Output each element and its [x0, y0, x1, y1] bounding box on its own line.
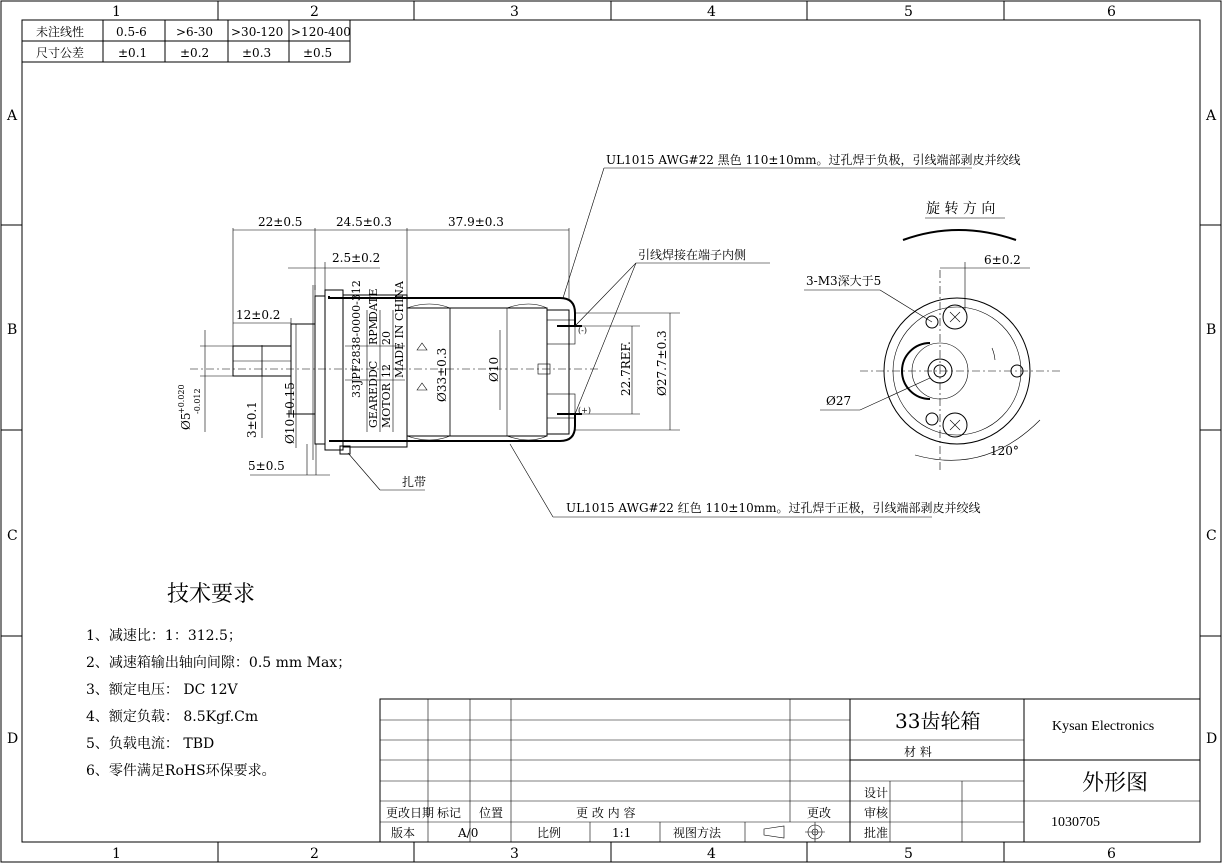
- tb-drawing-name: 外形图: [1082, 771, 1149, 796]
- plate-col2-a: DC: [367, 360, 380, 378]
- tech-title: 技术要求: [167, 582, 256, 607]
- tol-header-2: >6-30: [176, 25, 214, 39]
- dim-37-9: 37.9±0.3: [448, 215, 504, 229]
- tech-item-1: 1、减速比：1：312.5；: [86, 628, 242, 644]
- dim-6: 6±0.2: [984, 253, 1021, 267]
- tb-rev-date: 更改日期: [386, 806, 435, 820]
- plate-col4-a: DATE: [367, 288, 380, 320]
- plate-col2-b: 12: [380, 364, 393, 378]
- tol-row-2: ±0.2: [180, 46, 210, 60]
- col-label-3-bottom: 3: [510, 846, 519, 862]
- dim-d5-up: +0.020: [177, 384, 186, 414]
- col-label-5-bottom: 5: [904, 846, 913, 862]
- terminal-pos: (+): [578, 406, 591, 415]
- dim-d33: Ø33±0.3: [435, 347, 449, 402]
- row-label-b-right: B: [1206, 322, 1217, 338]
- tb-company: Kysan Electronics: [1052, 719, 1155, 734]
- tol-row-0: 尺寸公差: [36, 46, 85, 60]
- projection-cone-icon: [764, 826, 784, 838]
- tol-header-1: 0.5-6: [116, 25, 147, 39]
- col-label-6: 6: [1107, 4, 1116, 20]
- dim-120: 120°: [990, 444, 1019, 458]
- tech-item-5: 5、负载电流： TBD: [86, 736, 215, 752]
- dim-3-m3: 3-M3深大于5: [806, 274, 882, 288]
- tech-item-4: 4、额定负载： 8.5Kgf.Cm: [86, 709, 259, 725]
- tol-row-4: ±0.5: [303, 46, 333, 60]
- row-label-d: D: [7, 731, 19, 747]
- tb-scale-val: 1:1: [612, 826, 632, 840]
- col-label-6-bottom: 6: [1107, 846, 1116, 862]
- col-label-3: 3: [510, 4, 519, 20]
- plate-part-no: 33JPF2838-0000-312: [350, 280, 363, 398]
- dim-d10-inner: Ø10: [487, 356, 501, 382]
- rotation-direction: 旋 转 方 向: [926, 201, 996, 217]
- motor-end-view: [804, 201, 1060, 470]
- dim-12: 12±0.2: [236, 308, 281, 322]
- dim-5: 5±0.5: [248, 459, 285, 473]
- tb-view-method: 视图方法: [673, 826, 722, 840]
- leader-notes: [348, 152, 1020, 517]
- tol-header-4: >120-400: [291, 25, 351, 39]
- dim-d10: Ø10±0.15: [283, 382, 297, 444]
- tb-content: 更 改 内 容: [576, 806, 636, 820]
- tb-position: 位置: [479, 806, 504, 820]
- tol-header-3: >30-120: [231, 25, 284, 39]
- tb-version-val: A/0: [458, 826, 479, 840]
- col-label-1-bottom: 1: [112, 846, 121, 862]
- col-label-2: 2: [310, 4, 319, 20]
- zone-labels: [6, 4, 1217, 862]
- dim-22: 22±0.5: [258, 215, 303, 229]
- outer-frame: [1, 1, 1221, 862]
- tb-mark: 标记: [437, 806, 462, 820]
- tol-row-1: ±0.1: [118, 46, 148, 60]
- tech-item-6: 6、零件满足RoHS环保要求。: [86, 763, 276, 779]
- tb-changer: 更改: [807, 806, 832, 820]
- plate-col3-b: 20: [380, 331, 393, 345]
- tb-check: 审核: [864, 806, 889, 820]
- note-black-wire: UL1015 AWG#22 黑色 110±10mm。过孔焊于负极，引线端部剥皮并绞线: [606, 153, 1021, 167]
- col-label-4-bottom: 4: [707, 846, 716, 862]
- dim-d27-7: Ø27.7±0.3: [655, 330, 669, 396]
- col-label-5: 5: [904, 4, 913, 20]
- note-solder-inside: 引线焊接在端子内侧: [638, 248, 747, 262]
- plate-col3-a: RPM: [367, 318, 380, 345]
- tb-design: 设计: [864, 786, 889, 800]
- tech-requirements: [86, 582, 351, 779]
- plate-col1-a: GEARED: [367, 378, 380, 428]
- tb-drawing-no: 1030705: [1051, 815, 1100, 830]
- tb-material: 材 料: [904, 745, 932, 759]
- col-label-2-bottom: 2: [310, 846, 319, 862]
- dim-d5-dn: -0.012: [193, 388, 202, 414]
- dim-d27: Ø27: [826, 394, 852, 408]
- tb-product: 33齿轮箱: [895, 709, 981, 733]
- tech-item-2: 2、减速箱输出轴向间隙：0.5 mm Max；: [86, 655, 352, 671]
- tb-scale: 比例: [537, 826, 562, 840]
- dim-d5-main: Ø5: [179, 412, 193, 430]
- row-label-a-right: A: [1206, 108, 1217, 124]
- col-label-1: 1: [112, 4, 121, 20]
- projection-circle-icon: [805, 822, 825, 842]
- row-label-d-right: D: [1206, 731, 1218, 747]
- plate-made-in: MADE IN CHINA: [393, 281, 406, 378]
- note-tie: 扎带: [402, 475, 427, 489]
- row-label-c: C: [7, 528, 18, 544]
- tolerance-table: [22, 20, 351, 62]
- title-block: [380, 699, 1200, 842]
- dim-3: 3±0.1: [245, 401, 259, 438]
- terminal-neg: (-): [578, 326, 587, 335]
- row-label-a: A: [7, 108, 18, 124]
- tol-row-3: ±0.3: [242, 46, 272, 60]
- note-red-wire: UL1015 AWG#22 红色 110±10mm。过孔焊于正极，引线端部剥皮并绞线: [566, 501, 981, 515]
- tb-approve: 批准: [864, 826, 889, 840]
- dim-24-5: 24.5±0.3: [336, 215, 392, 229]
- plate-col1-b: MOTOR: [380, 383, 393, 428]
- dim-2-5: 2.5±0.2: [332, 251, 381, 265]
- row-label-c-right: C: [1206, 528, 1217, 544]
- col-label-4: 4: [707, 4, 716, 20]
- dim-22-7: 22.7REF.: [619, 341, 633, 396]
- row-label-b: B: [7, 322, 18, 338]
- tb-version: 版本: [391, 826, 416, 840]
- tol-header-0: 未注线性: [36, 25, 85, 39]
- zone-dividers: [1, 1, 1221, 862]
- tech-item-3: 3、额定电压： DC 12V: [86, 682, 238, 698]
